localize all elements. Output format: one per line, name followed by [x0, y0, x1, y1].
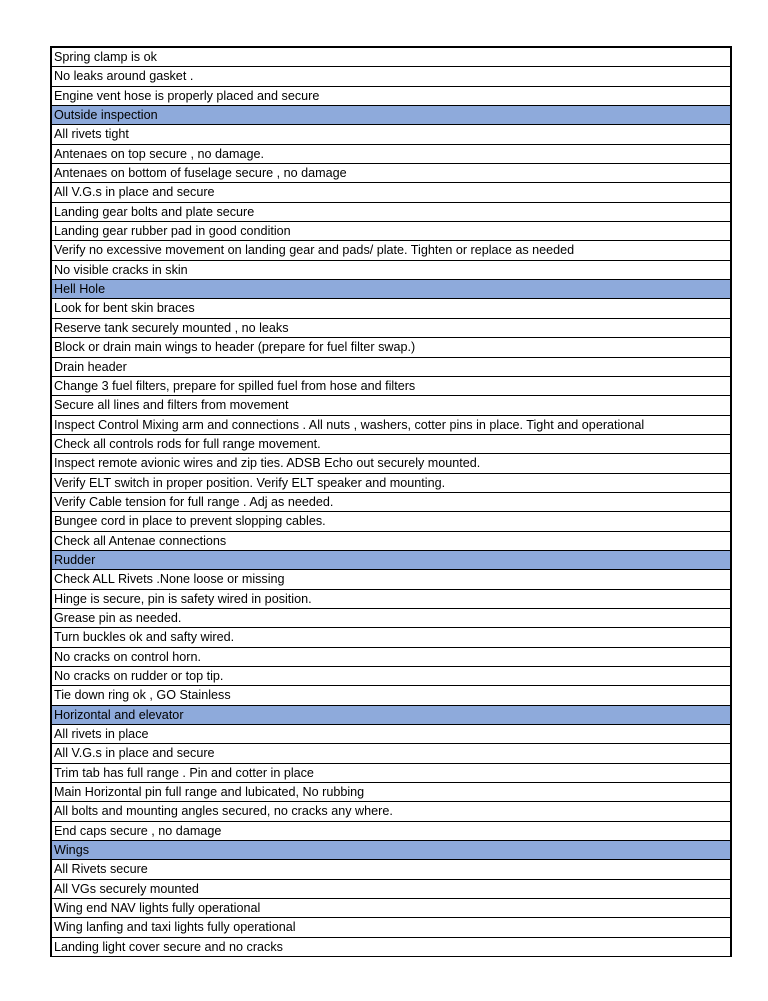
checklist-item-row: Wing lanfing and taxi lights fully operational [52, 918, 730, 937]
checklist-item-row: Secure all lines and filters from movement [52, 396, 730, 415]
checklist-item-row: All VGs securely mounted [52, 880, 730, 899]
checklist-item-row: All bolts and mounting angles secured, no cracks any where. [52, 802, 730, 821]
inspection-checklist-table [50, 46, 732, 957]
checklist-item-row: End caps secure , no damage [52, 822, 730, 841]
checklist-item-row: Engine vent hose is properly placed and secure [52, 87, 730, 106]
checklist-item-row: Verify ELT switch in proper position. Verify ELT speaker and mounting. [52, 474, 730, 493]
checklist-item-row: All rivets tight [52, 125, 730, 144]
checklist-item-row: Spring clamp is ok [52, 48, 730, 67]
section-header-row: Hell Hole [52, 280, 730, 299]
checklist-item-row: Check all Antenae connections [52, 532, 730, 551]
section-header-row: Outside inspection [52, 106, 730, 125]
checklist-item-row: Check all controls rods for full range movement. [52, 435, 730, 454]
checklist-item-row: Change 3 fuel filters, prepare for spilled fuel from hose and filters [52, 377, 730, 396]
section-header-row: Horizontal and elevator [52, 706, 730, 725]
checklist-item-row: Main Horizontal pin full range and lubicated, No rubbing [52, 783, 730, 802]
checklist-item-row: Antenaes on top secure , no damage. [52, 145, 730, 164]
checklist-item-row: No cracks on rudder or top tip. [52, 667, 730, 686]
checklist-item-row: No leaks around gasket . [52, 67, 730, 86]
checklist-item-row: Check ALL Rivets .None loose or missing [52, 570, 730, 589]
checklist-item-row: Hinge is secure, pin is safety wired in position. [52, 590, 730, 609]
checklist-item-row: Look for bent skin braces [52, 299, 730, 318]
section-header-row: Rudder [52, 551, 730, 570]
checklist-item-row: Tie down ring ok , GO Stainless [52, 686, 730, 705]
checklist-item-row: All V.G.s in place and secure [52, 744, 730, 763]
section-header-row: Wings [52, 841, 730, 860]
checklist-item-row: No visible cracks in skin [52, 261, 730, 280]
checklist-item-row: Trim tab has full range . Pin and cotter in place [52, 764, 730, 783]
checklist-item-row: All Rivets secure [52, 860, 730, 879]
checklist-item-row: Turn buckles ok and safty wired. [52, 628, 730, 647]
checklist-item-row: Bungee cord in place to prevent slopping cables. [52, 512, 730, 531]
checklist-item-row: All V.G.s in place and secure [52, 183, 730, 202]
checklist-item-row: Landing gear rubber pad in good condition [52, 222, 730, 241]
checklist-item-row: Reserve tank securely mounted , no leaks [52, 319, 730, 338]
checklist-item-row: Landing gear bolts and plate secure [52, 203, 730, 222]
checklist-item-row: Block or drain main wings to header (prepare for fuel filter swap.) [52, 338, 730, 357]
checklist-item-row: Drain header [52, 358, 730, 377]
checklist-item-row: Grease pin as needed. [52, 609, 730, 628]
checklist-item-row: All rivets in place [52, 725, 730, 744]
checklist-item-row: Landing light cover secure and no cracks [52, 938, 730, 957]
checklist-item-row: No cracks on control horn. [52, 648, 730, 667]
checklist-item-row: Antenaes on bottom of fuselage secure , no damage [52, 164, 730, 183]
checklist-item-row: Inspect Control Mixing arm and connections . All nuts , washers, cotter pins in place. Tight and operational [52, 416, 730, 435]
checklist-item-row: Verify Cable tension for full range . Adj as needed. [52, 493, 730, 512]
checklist-item-row: Wing end NAV lights fully operational [52, 899, 730, 918]
checklist-item-row: Inspect remote avionic wires and zip ties. ADSB Echo out securely mounted. [52, 454, 730, 473]
checklist-item-row: Verify no excessive movement on landing gear and pads/ plate. Tighten or replace as needed [52, 241, 730, 260]
